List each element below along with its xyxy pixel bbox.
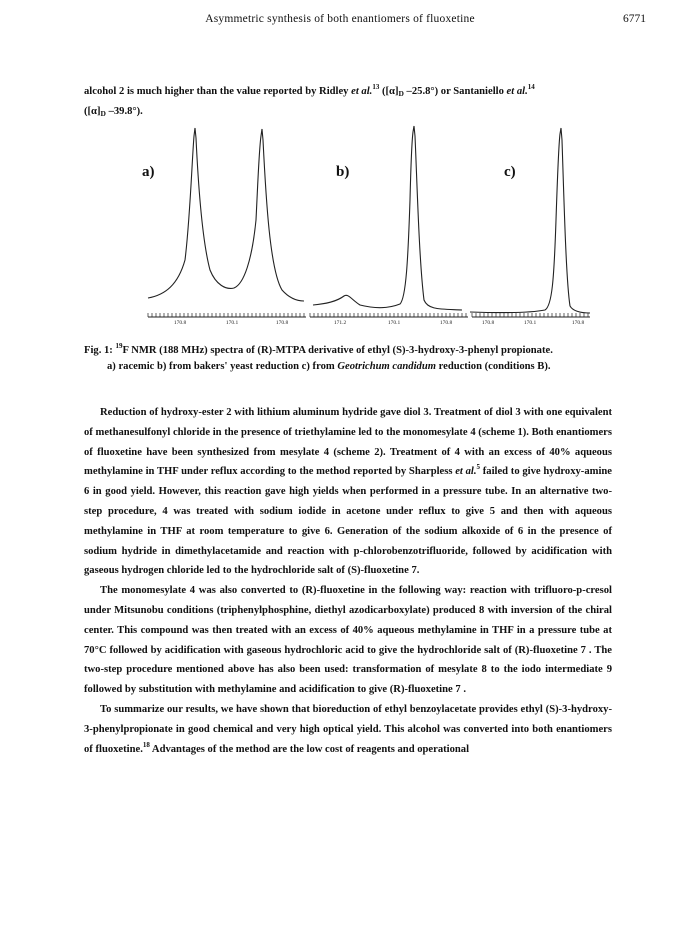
page-number: 6771 <box>623 13 646 25</box>
tick-label: 170.8 <box>275 320 289 325</box>
tick-label: 170.1 <box>225 320 239 325</box>
tick-label: 170.1 <box>523 320 537 325</box>
tick-label: 170.8 <box>571 320 585 325</box>
tick-label: 170.8 <box>481 320 495 325</box>
citation: 14 <box>527 83 535 91</box>
panel-b-label: b) <box>336 164 350 180</box>
paragraph: Reduction of hydroxy-ester 2 with lithium aluminum hydride gave diol 3. Treatment of diol 3 with one equivalent of methanesulfonyl chloride in the presence of triethylamine led to the monomesylate 4 (scheme 1). Both enantiomers of fluoxetine have been synthesized from mesylate 4 (scheme 2). Treatment of 4 with an excess of 40% aqueous methylamine in THF under reflux according to the method reported by Sharpless et al.$^5$ failed to give hydroxy-amine 6 in good yield. However, this reaction gave high yields when performed in a pressure tube. In an alternative two-step procedure, 4 was treated with sodium iodide in acetone under reflux to give 5 and then with aqueous methylamine in THF at room temperature to give 6. Generation of the sodium alkoxide of 6 in the presence of sodium hydride in dimethylacetamide and reaction with p-chlorobenzotrifluoride, followed by acidification with gaseous hydrogen chloride led to the hydrochloride salt of (S)-fluoxetine 7. <box>84 407 613 577</box>
nmr-spectra-figure <box>140 120 590 325</box>
intro-paragraph: alcohol 2 is much higher than the value reported by Ridley et al.$^{13}$ ($[\alpha]_D$ –25.8°) or Santaniello et al.$^{14}$ ($[\alpha]_D$ –39.8°). <box>84 83 535 118</box>
panel-a-label: a) <box>142 164 155 180</box>
tick-label: 171.2 <box>333 320 347 325</box>
paragraph: To summarize our results, we have shown that bioreduction of ethyl benzoylacetate provides ethyl (S)-3-hydroxy-3-phenylpropionate in good chemical and very high optical yield. This alcohol was converted into both enantiomers of fluoxetine.$^{18}$ Advantages of the method are the low cost of reagents and operational <box>84 703 612 755</box>
spectrum-b-trace <box>313 126 462 310</box>
citation: 13 <box>372 83 380 91</box>
tick-label: 170.8 <box>439 320 453 325</box>
spectrum-a-trace <box>148 128 304 301</box>
spectrum-c-trace <box>470 128 590 313</box>
running-title: Asymmetric synthesis of both enantiomers of fluoxetine <box>205 13 475 25</box>
citation: 18 <box>142 740 150 749</box>
figure-caption: Fig. 1: $^{19}$F NMR (188 MHz) spectra of (R)-MTPA derivative of ethyl (S)-3-hydroxy-3-phenyl propionate. a) racemic b) from bakers' yeast reduction c) from Geotrichum candidum reduction (conditions B). <box>84 342 553 372</box>
tick-label: 170.8 <box>173 320 187 325</box>
panel-c-label: c) <box>504 164 516 180</box>
body-text <box>84 403 612 759</box>
tick-label: 170.1 <box>387 320 401 325</box>
paragraph: The monomesylate 4 was also converted to (R)-fluoxetine in the following way: reaction with trifluoro-p-cresol under Mitsunobu conditions (triphenylphosphine, diethyl azodicarboxylate) produced 8 with inversion of the chiral center. This compound was then treated with an excess of 40% aqueous methylamine in THF in a pressure tube at 70°C followed by acidification with gaseous hydrochloric acid to give the hydrochloride salt of (R)-fluoxetine 7 . The two-step procedure mentioned above has also been used: transformation of mesylate 8 to the iodo intermediate 9 followed by substitution with methylamine and acidification to give (R)-fluoxetine 7 . <box>84 585 612 696</box>
figure-label: Fig. 1: <box>84 345 113 356</box>
compound-ref: 2 <box>119 86 125 97</box>
citation: 5 <box>476 463 481 472</box>
